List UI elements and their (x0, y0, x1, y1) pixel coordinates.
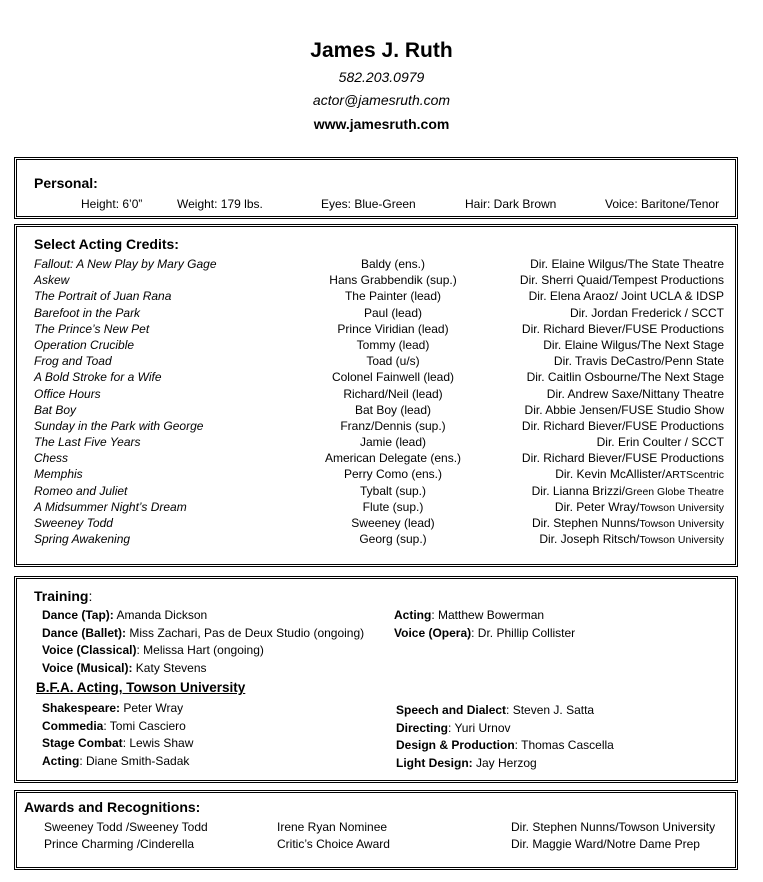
credit-director: Dir. Travis DeCastro/Penn State (553, 354, 724, 369)
credit-director: Dir. Richard Biever/FUSE Productions (521, 418, 724, 433)
training-entry: Dance (Ballet): Miss Zachari, Pas de Deux Studio (ongoing) (42, 625, 365, 640)
credit-role: Tommy (lead) (356, 337, 430, 352)
credit-row (34, 353, 724, 369)
credit-role: Franz/Dennis (sup.) (340, 418, 446, 433)
credits-list (34, 256, 724, 547)
credit-role: Flute (sup.) (362, 499, 424, 514)
credit-role: Prince Viridian (lead) (337, 321, 449, 336)
personal-section (14, 157, 738, 219)
credit-director: Dir. Elena Araoz/ Joint UCLA & IDSP (528, 289, 724, 304)
training-title: Training: (34, 588, 93, 604)
credit-show: Sunday in the Park with George (34, 418, 204, 433)
credit-row (34, 402, 724, 418)
credit-director: Dir. Caitlin Osbourne/The Next Stage (526, 370, 724, 385)
training-entry: Voice (Musical): Katy Stevens (42, 660, 207, 675)
training-entry: Stage Combat: Lewis Shaw (42, 736, 194, 750)
credit-director: Dir. Sherri Quaid/Tempest Productions (519, 273, 724, 288)
training-entry: Light Design: Jay Herzog (396, 755, 537, 770)
hair-info: Hair: Dark Brown (465, 197, 557, 211)
credit-role: Colonel Fainwell (lead) (331, 370, 455, 385)
credit-show: Romeo and Juliet (34, 483, 128, 498)
credit-row (34, 337, 724, 353)
award-award: Critic’s Choice Award (277, 836, 390, 851)
voice-info: Voice: Baritone/Tenor (605, 197, 720, 211)
credit-show: Frog and Toad (34, 354, 112, 369)
awards-section (14, 790, 738, 870)
training-entry: Dance (Tap): Amanda Dickson (42, 608, 208, 622)
credit-show: Memphis (34, 467, 83, 482)
credit-row (34, 499, 724, 515)
personal-title: Personal: (34, 175, 98, 191)
credit-row (34, 418, 724, 434)
credit-director: Dir. Jordan Frederick / SCCT (569, 305, 724, 320)
credit-show: A Bold Stroke for a Wife (34, 370, 162, 385)
credit-role: American Delegate (ens.) (324, 451, 462, 466)
website-link[interactable]: www.jamesruth.com (313, 116, 450, 132)
credit-row (34, 288, 724, 304)
credit-role: Richard/Neil (lead) (343, 386, 443, 401)
training-entry: Design & Production: Thomas Cascella (396, 738, 614, 752)
training-entry: Voice (Classical): Melissa Hart (ongoing) (42, 643, 264, 657)
credit-show: Chess (34, 451, 69, 466)
acting-credits-section (14, 224, 738, 567)
credit-row (34, 256, 724, 272)
credit-director: Dir. Joseph Ritsch/Towson University (539, 532, 724, 547)
award-dir: Dir. Maggie Ward/Notre Dame Prep (511, 836, 700, 851)
training-section (14, 576, 738, 783)
credit-director: Dir. Abbie Jensen/FUSE Studio Show (524, 402, 724, 417)
training-entry: Acting: Matthew Bowerman (394, 608, 545, 622)
award-role: Sweeney Todd /Sweeney Todd (44, 820, 208, 834)
credit-row (34, 305, 724, 321)
credit-director: Dir. Kevin McAllister/ARTScentric (555, 467, 724, 482)
credit-role: Perry Como (ens.) (343, 467, 443, 482)
credit-role: Bat Boy (lead) (354, 402, 432, 417)
credit-role: The Painter (lead) (344, 289, 442, 304)
credit-role: Tybalt (sup.) (359, 483, 427, 498)
credit-show: Fallout: A New Play by Mary Gage (34, 257, 217, 271)
credit-show: Bat Boy (34, 402, 77, 417)
credit-role: Georg (sup.) (359, 532, 427, 547)
award-dir: Dir. Stephen Nunns/Towson University (511, 820, 716, 834)
bfa-heading: B.F.A. Acting, Towson University (36, 680, 246, 695)
credit-show: Sweeney Todd (34, 516, 113, 530)
credit-role: Jamie (lead) (359, 435, 427, 450)
credits-title: Select Acting Credits: (34, 236, 179, 252)
training-entry: Speech and Dialect: Steven J. Satta (396, 703, 595, 717)
phone-number: 582.203.0979 (338, 69, 425, 85)
credit-show: Spring Awakening (34, 532, 131, 547)
credit-director: Dir. Richard Biever/FUSE Productions (521, 321, 724, 336)
credit-role: Toad (u/s) (366, 354, 420, 369)
credit-row (34, 369, 724, 385)
actor-name: James J. Ruth (310, 39, 453, 62)
credit-director: Dir. Peter Wray/Towson University (554, 499, 724, 514)
credit-director: Dir. Lianna Brizzi/Green Globe Theatre (531, 483, 724, 498)
training-entry: Shakespeare: Peter Wray (42, 701, 184, 715)
credit-role: Hans Grabbendik (sup.) (329, 273, 457, 288)
credit-director: Dir. Richard Biever/FUSE Productions (521, 451, 724, 466)
email-address: actor@jamesruth.com (312, 92, 451, 108)
credit-director: Dir. Elaine Wilgus/The Next Stage (543, 337, 724, 352)
credit-row (34, 515, 724, 531)
credit-director: Dir. Andrew Saxe/Nittany Theatre (546, 386, 724, 401)
weight-info: Weight: 179 lbs. (177, 197, 263, 211)
credit-show: Barefoot in the Park (34, 305, 141, 320)
credit-show: The Prince’s New Pet (34, 321, 150, 336)
credit-show: Operation Crucible (34, 337, 135, 352)
credit-row (34, 531, 724, 547)
training-entry: Acting: Diane Smith-Sadak (42, 753, 190, 768)
training-entry: Commedia: Tomi Casciero (42, 718, 186, 733)
credit-role: Sweeney (lead) (351, 516, 435, 530)
training-entry: Voice (Opera): Dr. Phillip Collister (394, 625, 576, 640)
credit-role: Paul (lead) (363, 305, 423, 320)
credit-row (34, 434, 724, 450)
training-entry: Directing: Yuri Urnov (396, 720, 511, 735)
credit-show: The Portrait of Juan Rana (34, 289, 172, 304)
credit-row (34, 272, 724, 288)
credit-row (34, 321, 724, 337)
credit-row (34, 466, 724, 482)
resume-header (0, 36, 763, 136)
credit-show: The Last Five Years (34, 435, 141, 450)
awards-title: Awards and Recognitions: (24, 799, 201, 815)
credit-show: Office Hours (34, 386, 101, 401)
credit-row (34, 386, 724, 402)
credit-show: Askew (34, 273, 70, 288)
award-award: Irene Ryan Nominee (277, 820, 388, 834)
credit-director: Dir. Stephen Nunns/Towson University (531, 516, 724, 530)
credit-role: Baldy (ens.) (360, 257, 426, 271)
credit-director: Dir. Elaine Wilgus/The State Theatre (530, 257, 724, 271)
credit-show: A Midsummer Night’s Dream (34, 499, 187, 514)
award-role: Prince Charming /Cinderella (44, 836, 195, 851)
credit-row (34, 450, 724, 466)
credit-director: Dir. Erin Coulter / SCCT (596, 435, 724, 450)
credit-row (34, 483, 724, 499)
height-info: Height: 6’0” (81, 197, 143, 211)
eyes-info: Eyes: Blue-Green (321, 197, 416, 211)
